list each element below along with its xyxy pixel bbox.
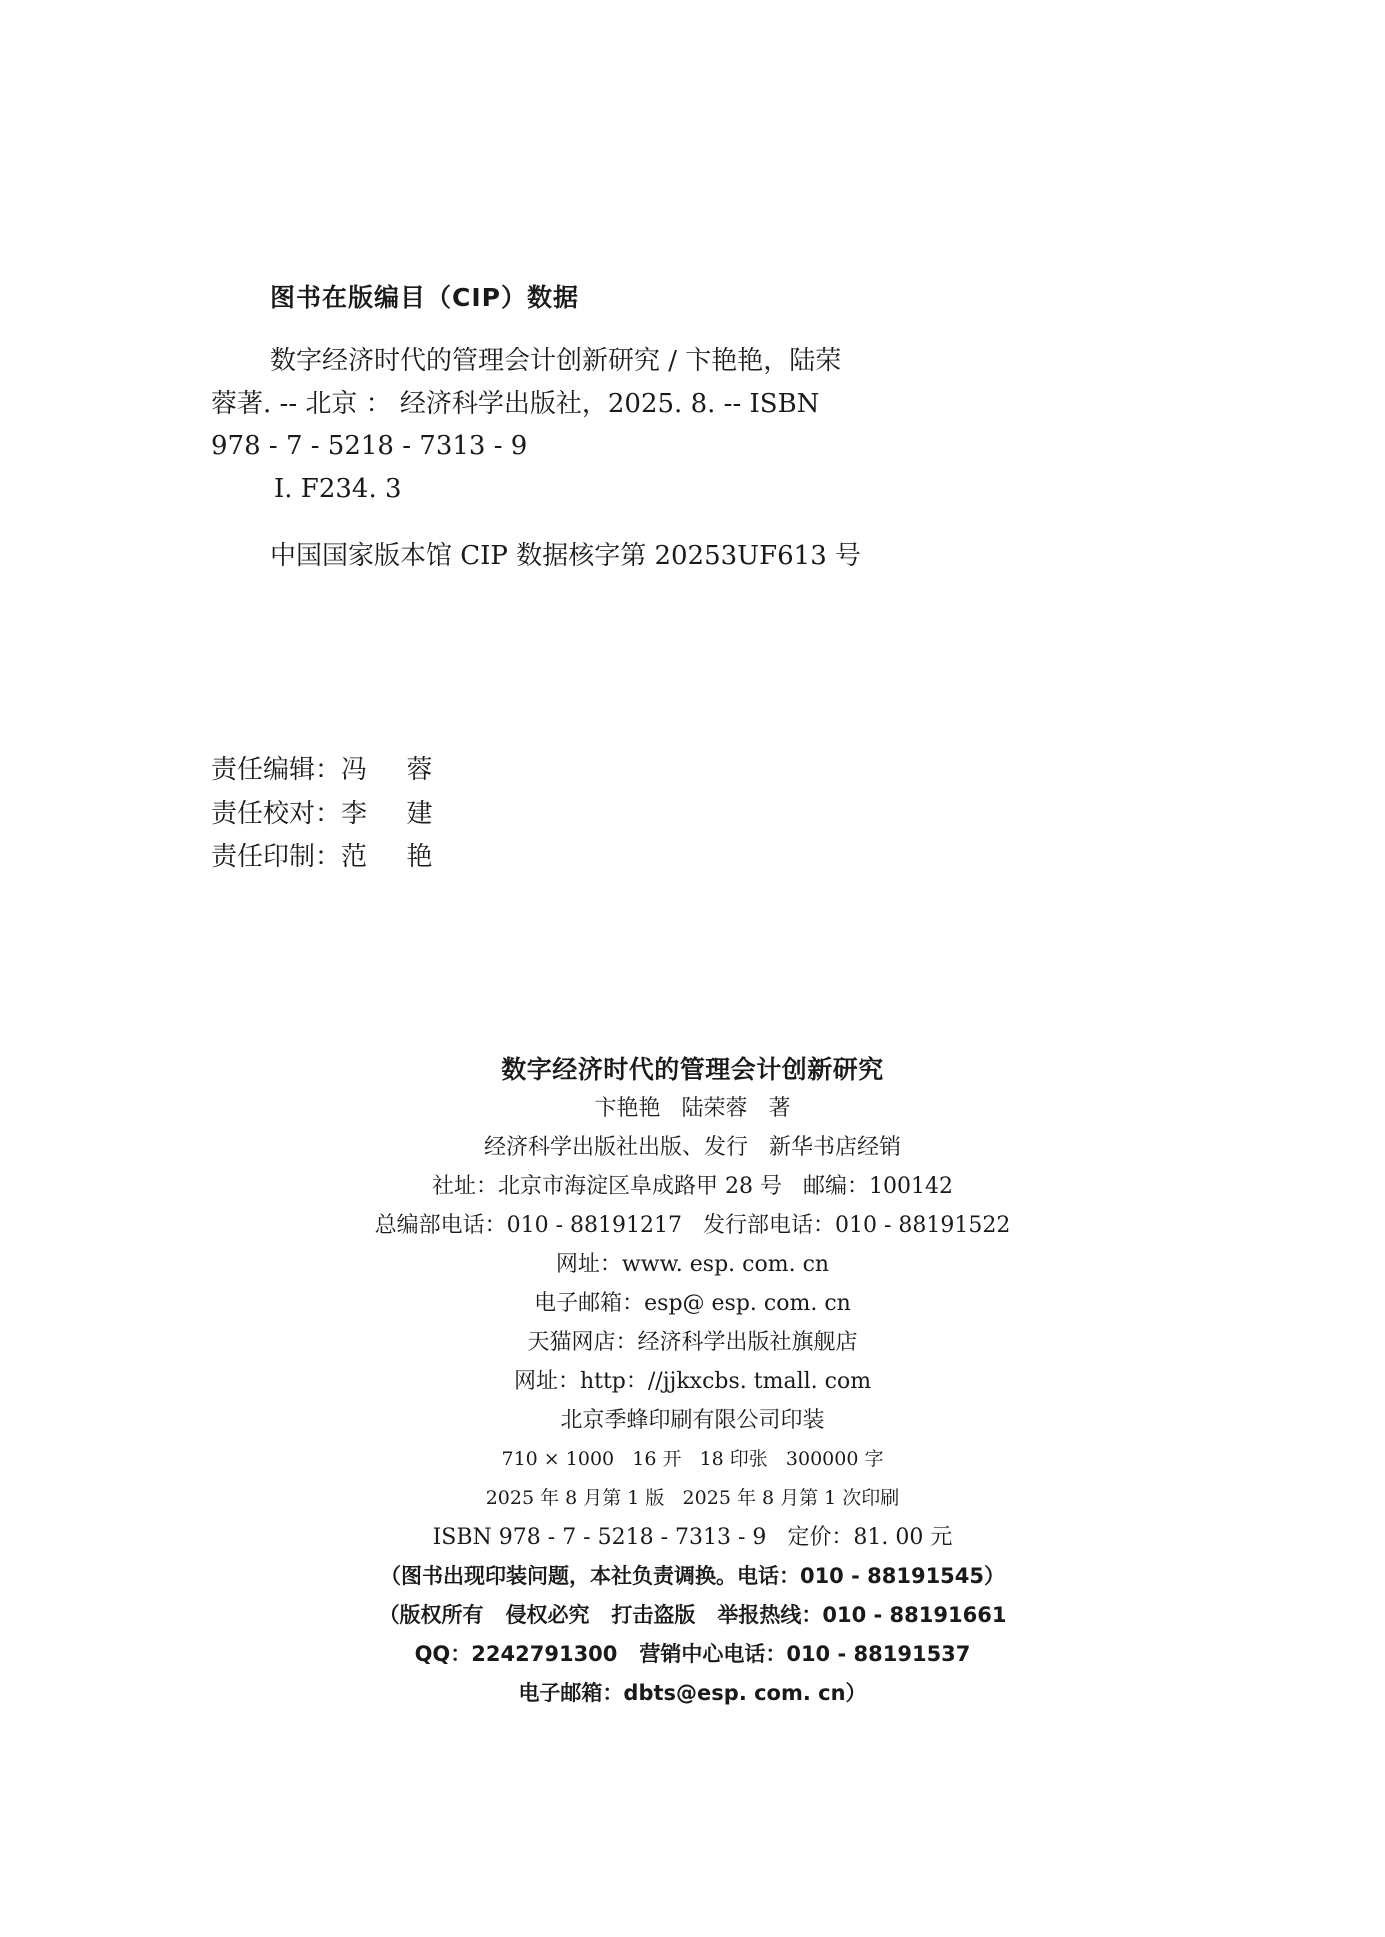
book-specs: 710 × 1000 16 开 18 印张 300000 字	[501, 1448, 884, 1470]
edition-info: 2025 年 8 月第 1 版 2025 年 8 月第 1 次印刷	[485, 1487, 900, 1509]
staff-list	[211, 749, 448, 880]
staff-name: 范 艳	[341, 842, 449, 872]
printer-line: 北京季蜂印刷有限公司印装	[560, 1408, 825, 1433]
notice-email: 电子邮箱：dbts@esp. com. cn）	[518, 1681, 867, 1705]
colophon	[0, 1050, 1385, 1713]
staff-printing-manager	[211, 836, 448, 880]
publisher-address: 社址：北京市海淀区阜成路甲 28 号 邮编：100142	[432, 1174, 953, 1199]
cip-entry	[211, 340, 911, 510]
staff-editor	[211, 749, 448, 793]
staff-proofreader	[211, 793, 448, 837]
publisher-email: 电子邮箱：esp@ esp. com. cn	[534, 1291, 851, 1316]
book-authors: 卞艳艳 陆荣蓉 著	[594, 1096, 791, 1121]
staff-role: 责任校对：	[211, 798, 342, 829]
tmall-url: 网址：http：//jjkxcbs. tmall. com	[513, 1369, 872, 1394]
notice-quality: （图书出现印装问题，本社负责调换。电话：010 - 88191545）	[379, 1564, 1006, 1588]
publisher-website: 网址：www. esp. com. cn	[555, 1252, 830, 1277]
isbn-price: ISBN 978 - 7 - 5218 - 7313 - 9 定价：81. 00 元	[432, 1525, 953, 1550]
tmall-store: 天猫网店：经济科学出版社旗舰店	[527, 1330, 858, 1355]
cip-entry-line: 978 - 7 - 5218 - 7313 - 9	[211, 431, 528, 461]
cip-heading: 图书在版编目（CIP）数据	[270, 283, 579, 312]
publisher-phones: 总编部电话：010 - 88191217 发行部电话：010 - 88191522	[374, 1213, 1011, 1238]
staff-name: 李 建	[341, 798, 449, 829]
staff-role: 责任编辑：	[211, 755, 342, 785]
book-title: 数字经济时代的管理会计创新研究	[501, 1055, 884, 1084]
notice-qq: QQ：2242791300 营销中心电话：010 - 88191537	[414, 1642, 971, 1666]
cip-entry-line: 蓉著. -- 北京 ： 经济科学出版社，2025. 8. -- ISBN	[211, 388, 820, 419]
notice-copyright: （版权所有 侵权必究 打击盗版 举报热线：010 - 88191661	[378, 1603, 1007, 1627]
cip-record-number: 中国国家版本馆 CIP 数据核字第 20253UF613 号	[270, 541, 862, 571]
publisher-line: 经济科学出版社出版、发行 新华书店经销	[484, 1135, 901, 1160]
cip-classification: Ⅰ. F234. 3	[274, 473, 402, 504]
staff-role: 责任印制：	[211, 842, 342, 872]
cip-entry-line: 数字经济时代的管理会计创新研究 / 卞艳艳，陆荣	[270, 346, 842, 376]
staff-name: 冯 蓉	[341, 755, 449, 785]
